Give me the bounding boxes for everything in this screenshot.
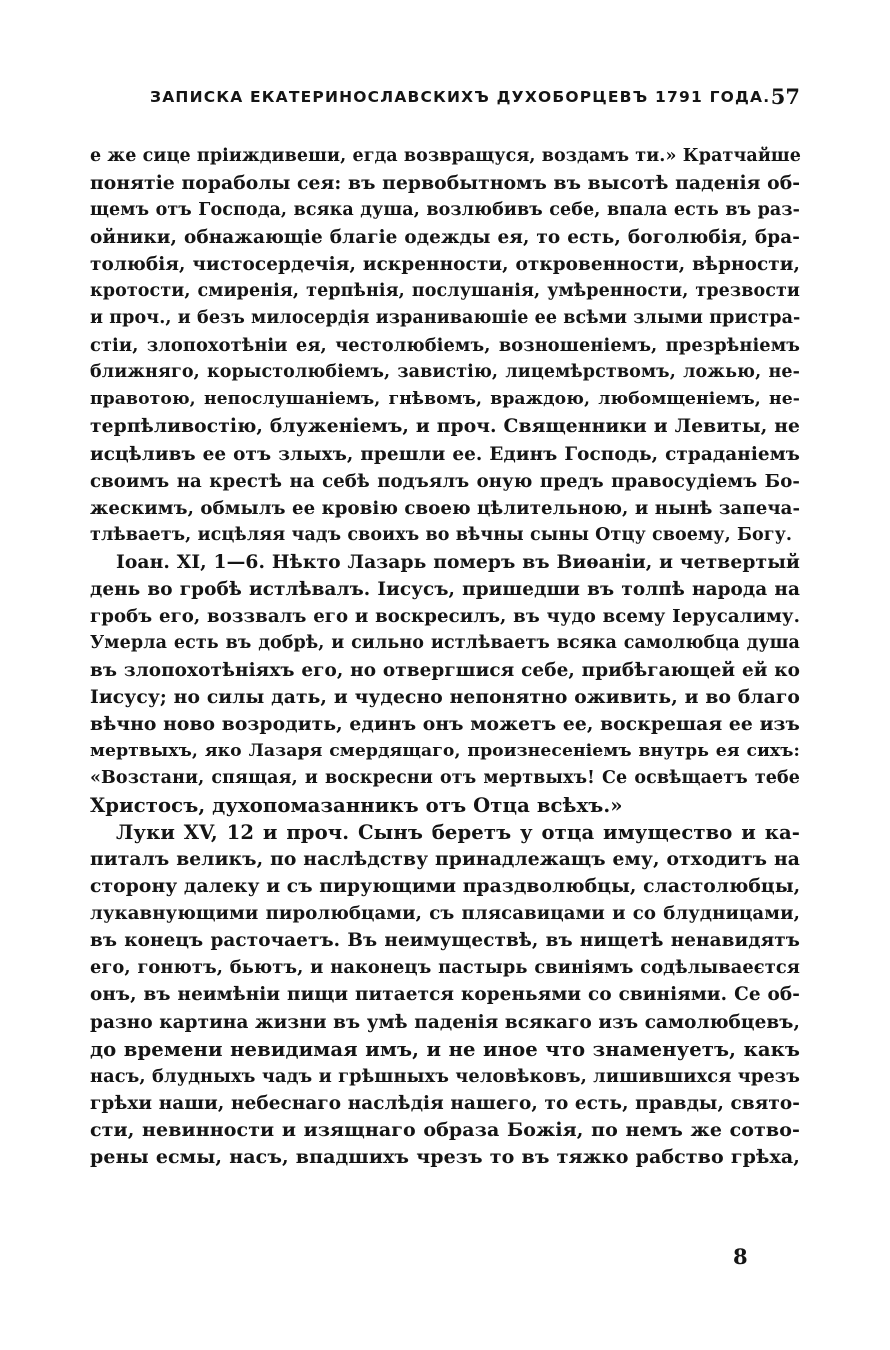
text-line: Христосъ, духопомазанникъ отъ Отца всѣхъ.» (90, 794, 623, 818)
text-line: вѣчно ново возродить, единъ онъ можетъ ее, воскрешая ее изъ (90, 712, 800, 735)
text-line: ближняго, корыстолюбіемъ, завистію, лицемѣрствомъ, ложью, не- (90, 362, 800, 383)
text-line: е же сице пріиждивеши, егда возвращуся, воздамъ ти.» Кратчайше (90, 146, 802, 166)
text-line: кротости, смиренія, терпѣнія, послушанія, умѣренности, трезвости (90, 281, 800, 302)
text-line: Іисусу; но силы дать, и чудесно непонятно оживить, и во благо (90, 685, 800, 708)
text-line: питалъ великъ, по наслѣдству принадлежащъ ему, отходитъ на (90, 848, 800, 871)
text-line: въ конецъ расточаетъ. Въ неимуществѣ, въ нищетѣ ненавидятъ (90, 930, 800, 952)
text-line: тлѣваетъ, исцѣляя чадъ своихъ во вѣчны сыны Отцу своему, Богу. (90, 524, 793, 545)
text-line: рены есмы, насъ, впадшихъ чрезъ то въ тяжко рабство грѣха, (90, 1145, 800, 1168)
text-line: понятіе пораболы сея: въ первобытномъ въ высотѣ паденія об- (90, 172, 801, 195)
text-line: грѣхи наши, небеснаго наслѣдія нашего, то есть, правды, свято- (90, 1092, 800, 1114)
paragraph-start-line: Іоан. XI, 1—6. Нѣкто Лазарь померъ въ Виѳаніи, и четвертый (116, 550, 800, 573)
text-line: онъ, въ неимѣніи пищи питается кореньями со свиніями. Се об- (90, 984, 800, 1006)
text-line: щемъ отъ Господа, всяка душа, возлюбивъ себе, впала есть въ раз- (90, 200, 800, 221)
text-line: и проч., и безъ милосердія израниваюшіе ее всѣми злыми пристра- (90, 308, 801, 329)
text-line: насъ, блудныхъ чадъ и грѣшныхъ человѣковъ, лишившихся чрезъ (90, 1065, 800, 1087)
text-line: мертвыхъ, яко Лазаря смердящаго, произнесеніемъ внутрь ея сихъ: (90, 741, 800, 762)
text-line: жескимъ, обмылъ ее кровію своею цѣлительною, и нынѣ запеча- (90, 497, 801, 519)
text-line: сторону далеку и съ пирующими праздволюбцы, сластолюбцы, (90, 875, 801, 898)
text-line: гробъ его, воззвалъ его и воскресилъ, въ чудо всему Іерусалиму. (90, 605, 800, 627)
text-line: въ злопохотѣніяхъ его, но отвергшися себе, прибѣгающей ей ко (90, 659, 800, 681)
paragraph-start-line: Луки XV, 12 и проч. Сынъ беретъ у отца имущество и ка- (116, 821, 800, 845)
text-line: стіи, злопохотѣніи ея, честолюбіемъ, возношеніемъ, презрѣніемъ (90, 335, 800, 357)
text-line: Умерла есть въ добрѣ, и сильно истлѣваетъ всяка самолюбца душа (90, 632, 800, 653)
text-line: лукавнующими пиролюбцами, съ плясавицами и со блудницами, (90, 903, 800, 925)
page-header (150, 84, 800, 114)
text-line: своимъ на крестѣ на себѣ подъялъ оную предъ правосудіемъ Бо- (90, 470, 800, 492)
text-line: его, гонютъ, бьютъ, и наконецъ пастырь свиніямъ содѣлываеєтся (90, 957, 800, 979)
text-line: ойники, обнажающіе благіе одежды ея, то есть, боголюбія, бра- (90, 227, 800, 249)
text-line: правотою, непослушаніемъ, гнѣвомъ, враждою, любомщеніемъ, не- (90, 389, 800, 410)
page-number: 57 (770, 84, 800, 109)
signature-mark: 8 (733, 1244, 748, 1269)
body-text (90, 143, 800, 1171)
running-title: ЗАПИСКА ЕКАТЕРИНОСЛАВСКИХЪ ДУХОБОРЦЕВЪ 1791 ГОДА. (150, 88, 771, 106)
text-line: исцѣливъ ее отъ злыхъ, прешли ее. Единъ Господь, страданіемъ (90, 443, 800, 465)
text-line: «Возстани, спящая, и воскресни отъ мертвыхъ! Се освѣщаетъ тебе (90, 768, 800, 789)
text-line: сти, невинности и изящнаго образа Божія, по немъ же сотво- (90, 1118, 800, 1141)
text-line: до времени невидимая имъ, и не иное что знаменуетъ, какъ (90, 1037, 800, 1061)
text-line: толюбія, чистосердечія, искренности, откровенности, вѣрности, (90, 254, 800, 276)
text-line: разно картина жизни въ умѣ паденія всякаго изъ самолюбцевъ, (90, 1011, 800, 1033)
text-line: терпѣливостію, блуженіемъ, и проч. Священники и Левиты, не (90, 415, 800, 438)
text-line: день во гробѣ истлѣвалъ. Іисусъ, пришедши въ толпѣ народа на (90, 578, 800, 600)
